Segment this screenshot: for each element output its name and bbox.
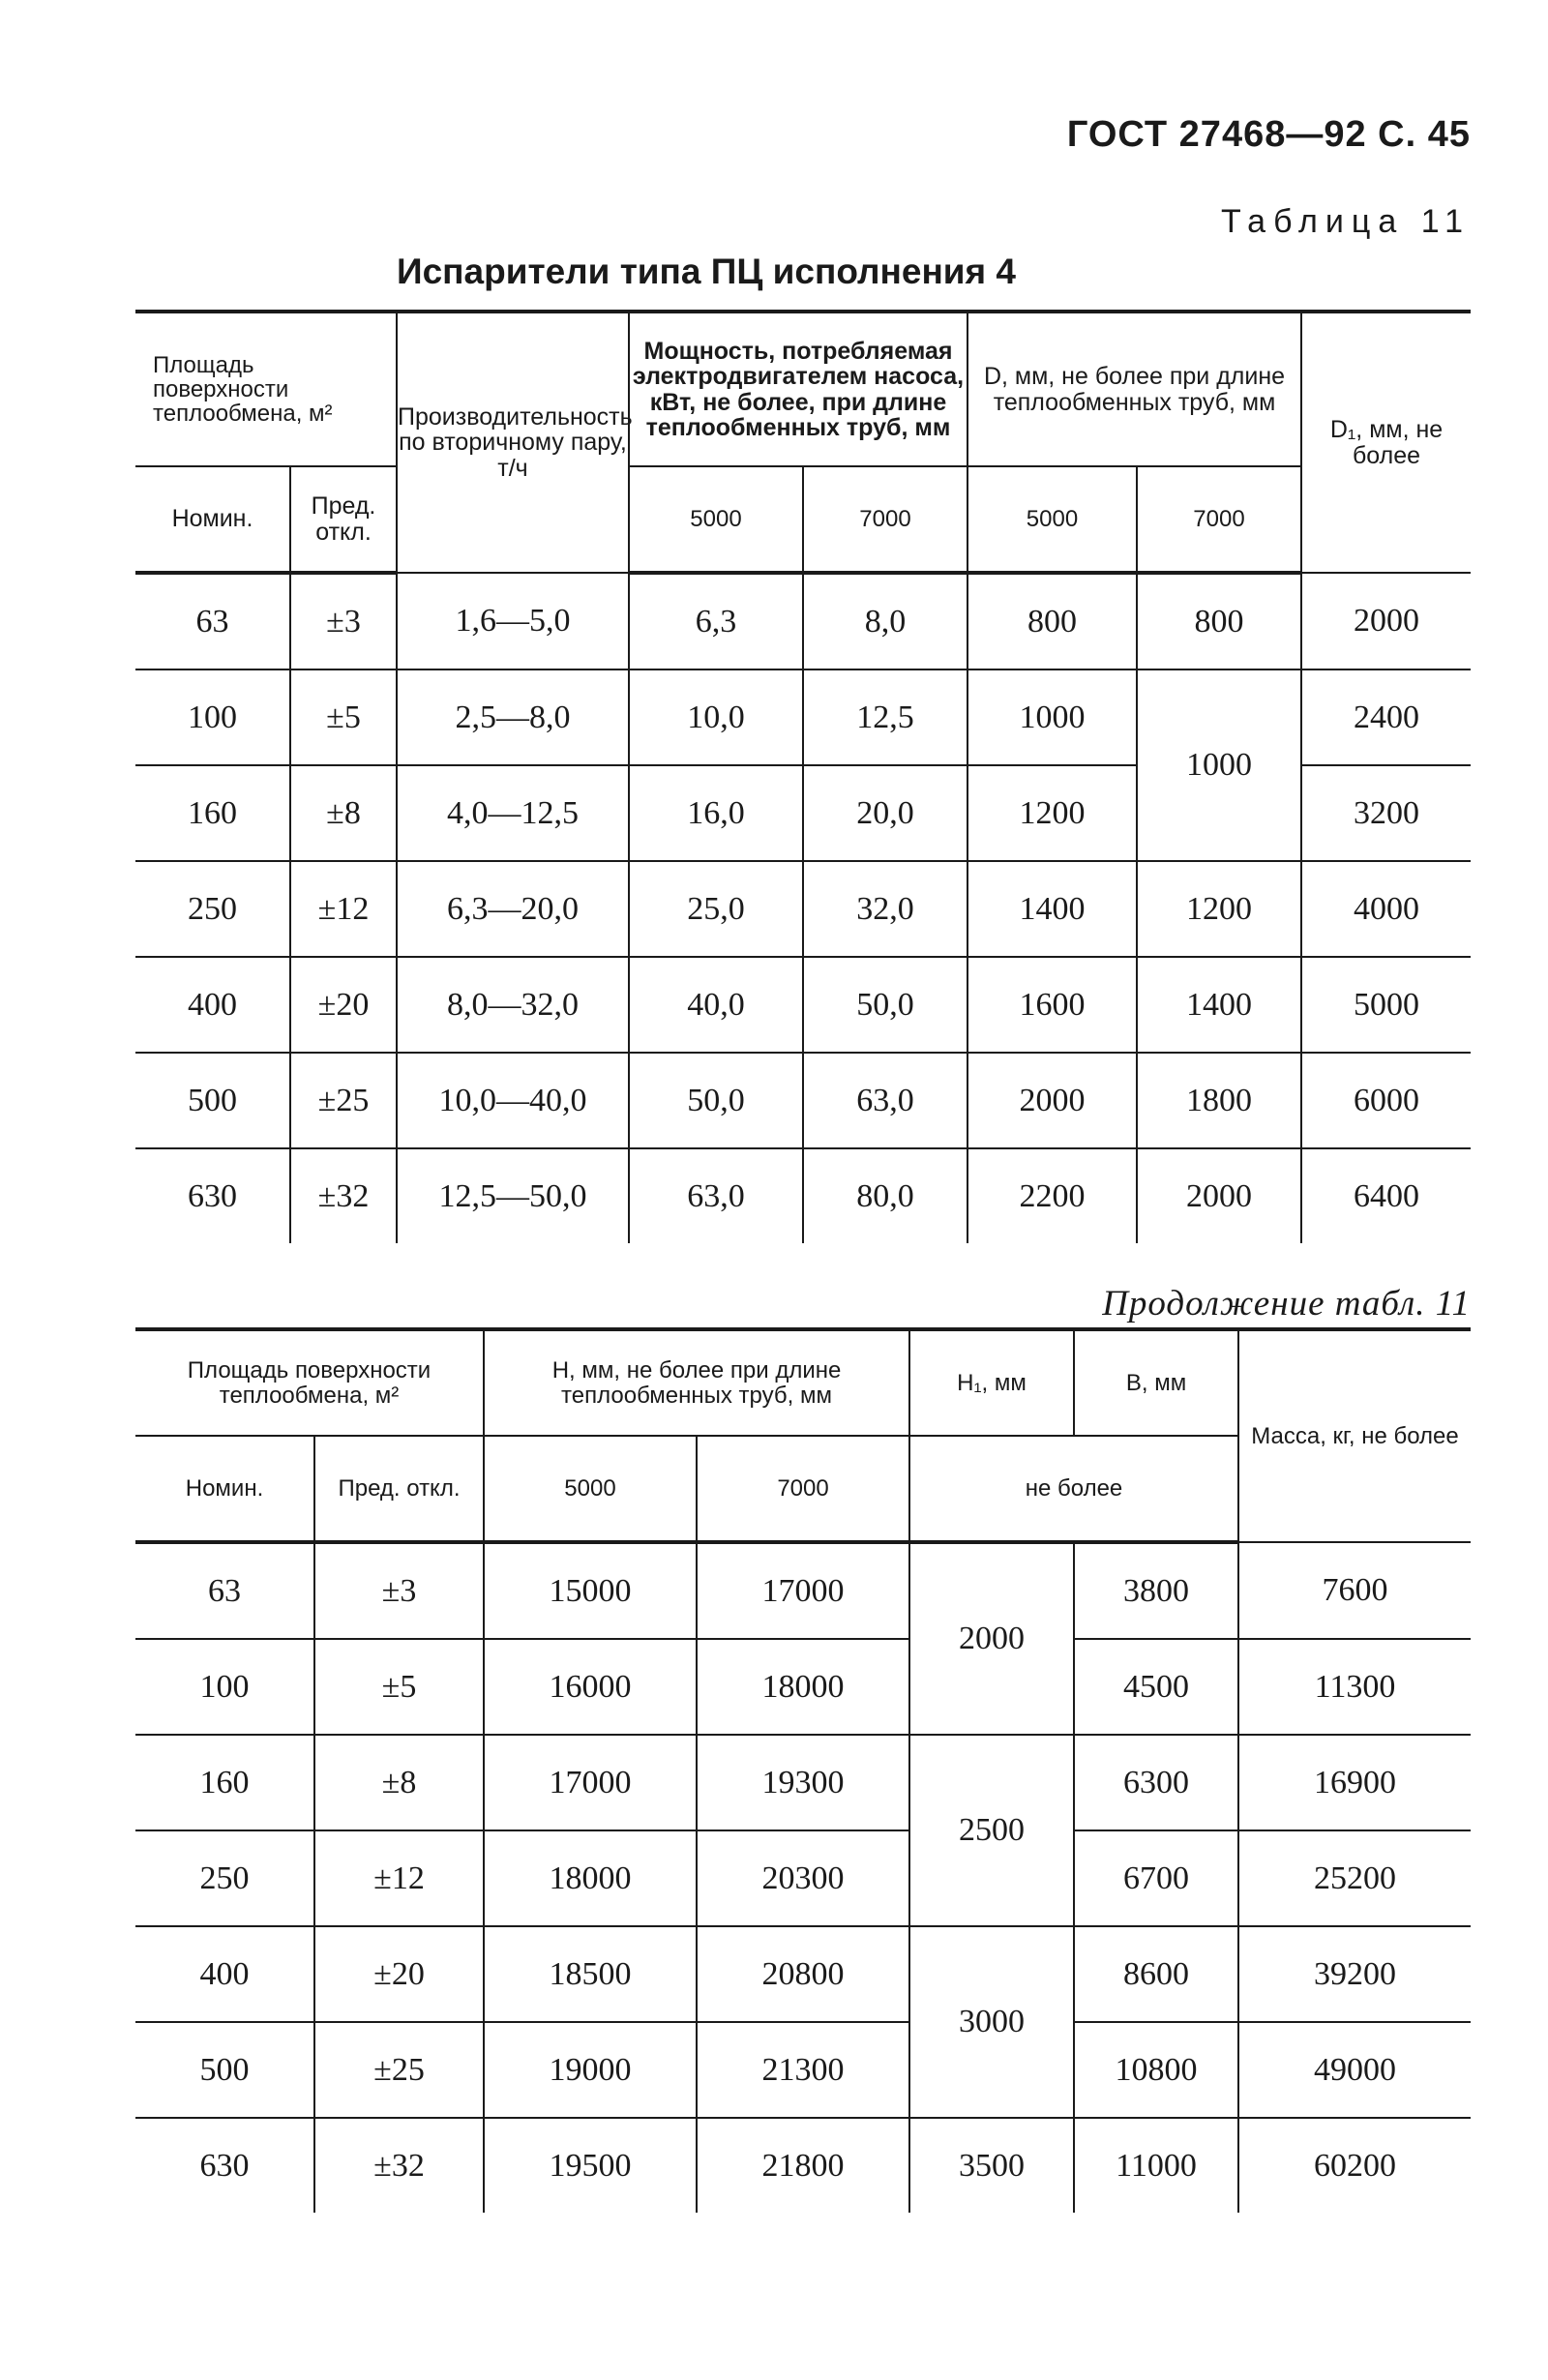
h-5000-cell: 18000 [484,1830,697,1926]
b-cell: 10800 [1074,2022,1238,2118]
d1-header: D₁, мм, не более [1301,312,1471,573]
h1-cell: 2000 [909,1542,1074,1735]
power-5000-cell: 50,0 [629,1053,803,1148]
power-7000-cell: 80,0 [803,1148,968,1243]
table-row [135,1735,1471,1830]
power-5000-cell: 16,0 [629,765,803,861]
d-7000-header: 7000 [1137,466,1301,573]
h-7000-cell: 18000 [697,1639,909,1735]
area-dev-cell: ±25 [314,2022,484,2118]
power-5000-cell: 40,0 [629,957,803,1053]
evaporator-table-main [135,310,1471,1243]
mass-cell: 11300 [1238,1639,1471,1735]
capacity-cell: 6,3—20,0 [397,861,629,957]
d-5000-cell: 2000 [968,1053,1137,1148]
area-dev-header: Пред. откл. [290,466,397,573]
area-dev-cell: ±5 [290,669,397,765]
area-dev-cell: ±3 [314,1542,484,1639]
d-7000-cell: 1400 [1137,957,1301,1053]
capacity-cell: 1,6—5,0 [397,573,629,669]
h-5000-cell: 15000 [484,1542,697,1639]
power-7000-cell: 32,0 [803,861,968,957]
power-header: Мощность, потребляемая электродвигателем насоса, кВт, не более, при длине теплообменных труб, мм [629,312,968,466]
area-dev-cell: ±32 [290,1148,397,1243]
area-nom-cell: 160 [135,765,290,861]
area-nom-cell: 250 [135,861,290,957]
area-nom-cell: 63 [135,1542,314,1639]
capacity-cell: 4,0—12,5 [397,765,629,861]
mass-cell: 49000 [1238,2022,1471,2118]
capacity-cell: 2,5—8,0 [397,669,629,765]
h-7000-cell: 17000 [697,1542,909,1639]
d-7000-cell: 1000 [1137,669,1301,861]
h1-cell: 3500 [909,2118,1074,2213]
d-5000-cell: 2200 [968,1148,1137,1243]
d-7000-cell: 800 [1137,573,1301,669]
h-7000-cell: 21800 [697,2118,909,2213]
area-nom-cell: 500 [135,2022,314,2118]
d-5000-cell: 1600 [968,957,1137,1053]
area-nom-cell: 500 [135,1053,290,1148]
d1-cell: 3200 [1301,765,1471,861]
table-row [135,1148,1471,1243]
capacity-cell: 12,5—50,0 [397,1148,629,1243]
d-header: D, мм, не более при длине теплообменных труб, мм [968,312,1301,466]
area-header: Площадь поверхности теплообмена, м² [135,1329,484,1436]
d1-cell: 4000 [1301,861,1471,957]
d-5000-cell: 1400 [968,861,1137,957]
area-nom-header: Номин. [135,1436,314,1542]
h-7000-cell: 20300 [697,1830,909,1926]
table-label: Таблица 11 [1220,203,1471,240]
h1-header: H₁, мм [909,1329,1074,1436]
h-5000-cell: 18500 [484,1926,697,2022]
d-5000-cell: 1200 [968,765,1137,861]
b-cell: 8600 [1074,1926,1238,2022]
h-5000-cell: 19500 [484,2118,697,2213]
area-nom-cell: 400 [135,957,290,1053]
evaporator-table-continued [135,1327,1471,2213]
page-header-code: ГОСТ 27468—92 С. 45 [1066,114,1471,155]
area-dev-cell: ±12 [290,861,397,957]
area-dev-cell: ±3 [290,573,397,669]
area-nom-cell: 630 [188,1177,237,1214]
area-dev-cell: ±20 [290,957,397,1053]
table-row [135,1830,1471,1926]
power-7000-cell: 63,0 [803,1053,968,1148]
area-header: Площадь поверхности теплообмена, м² [135,312,397,466]
area-dev-cell: ±8 [314,1735,484,1830]
area-nom-cell: 63 [135,573,290,669]
area-nom-cell: 250 [135,1830,314,1926]
h1-cell: 3000 [909,1926,1074,2118]
b-cell: 4500 [1074,1639,1238,1735]
h-5000-cell: 17000 [484,1735,697,1830]
capacity-cell: 10,0—40,0 [397,1053,629,1148]
area-dev-header: Пред. откл. [314,1436,484,1542]
h-5000-cell: 19000 [484,2022,697,2118]
power-5000-cell: 63,0 [629,1148,803,1243]
area-dev-cell: ±20 [314,1926,484,2022]
table-row [135,2118,1471,2213]
power-5000-cell: 25,0 [629,861,803,957]
table-row [135,1053,1471,1148]
power-5000-header: 5000 [629,466,803,573]
area-dev-cell: ±12 [314,1830,484,1926]
area-nom-cell: 100 [135,1639,314,1735]
power-7000-cell: 20,0 [803,765,968,861]
area-dev-cell: ±32 [314,2118,484,2213]
b-cell: 6300 [1074,1735,1238,1830]
b-cell: 3800 [1074,1542,1238,1639]
area-nom-cell: 100 [135,669,290,765]
mass-cell: 25200 [1238,1830,1471,1926]
h1-cell: 2500 [909,1735,1074,1926]
d-5000-cell: 1000 [968,669,1137,765]
table-row [135,1926,1471,2022]
d-7000-cell: 1800 [1137,1053,1301,1148]
h-7000-header: 7000 [697,1436,909,1542]
table-row [135,957,1471,1053]
d1-cell: 2400 [1301,669,1471,765]
area-nom-cell: 400 [135,1926,314,2022]
mass-header: Масса, кг, не более [1238,1329,1471,1542]
area-dev-cell: ±5 [314,1639,484,1735]
table-row [135,1639,1471,1735]
area-nom-header: Номин. [135,466,290,573]
h-5000-header: 5000 [484,1436,697,1542]
h-header: H, мм, не более при длине теплообменных труб, мм [484,1329,909,1436]
power-7000-header: 7000 [803,466,968,573]
h-7000-cell: 19300 [697,1735,909,1830]
continuation-label: Продолжение табл. 11 [1102,1284,1471,1324]
b-header: B, мм [1074,1329,1238,1436]
table-row [135,2022,1471,2118]
not-more-header: не более [909,1436,1238,1542]
h-7000-cell: 21300 [697,2022,909,2118]
h-5000-cell: 16000 [484,1639,697,1735]
mass-cell: 7600 [1238,1542,1471,1639]
area-dev-cell: ±8 [290,765,397,861]
table-row [135,573,1471,669]
d1-cell: 6400 [1301,1148,1471,1243]
d1-cell: 2000 [1301,573,1471,669]
mass-cell: 60200 [1238,2118,1471,2213]
h-7000-cell: 20800 [697,1926,909,2022]
mass-cell: 16900 [1238,1735,1471,1830]
power-5000-cell: 6,3 [629,573,803,669]
d-7000-cell: 1200 [1137,861,1301,957]
d-5000-cell: 800 [968,573,1137,669]
table-title: Испарители типа ПЦ исполнения 4 [397,252,1016,291]
capacity-header: Производительность по вторичному пару, т/ч [397,312,629,573]
power-7000-cell: 8,0 [803,573,968,669]
d1-cell: 6000 [1301,1053,1471,1148]
power-5000-cell: 10,0 [629,669,803,765]
power-7000-cell: 50,0 [803,957,968,1053]
b-cell: 6700 [1074,1830,1238,1926]
table-row [135,1542,1471,1639]
d-7000-cell: 2000 [1137,1148,1301,1243]
b-cell: 11000 [1074,2118,1238,2213]
d1-cell: 5000 [1301,957,1471,1053]
area-nom-cell: 630 [199,2147,250,2184]
table-row [135,669,1471,765]
mass-cell: 39200 [1238,1926,1471,2022]
power-7000-cell: 12,5 [803,669,968,765]
area-nom-cell: 160 [135,1735,314,1830]
table-row [135,861,1471,957]
d-5000-header: 5000 [968,466,1137,573]
area-dev-cell: ±25 [290,1053,397,1148]
capacity-cell: 8,0—32,0 [397,957,629,1053]
